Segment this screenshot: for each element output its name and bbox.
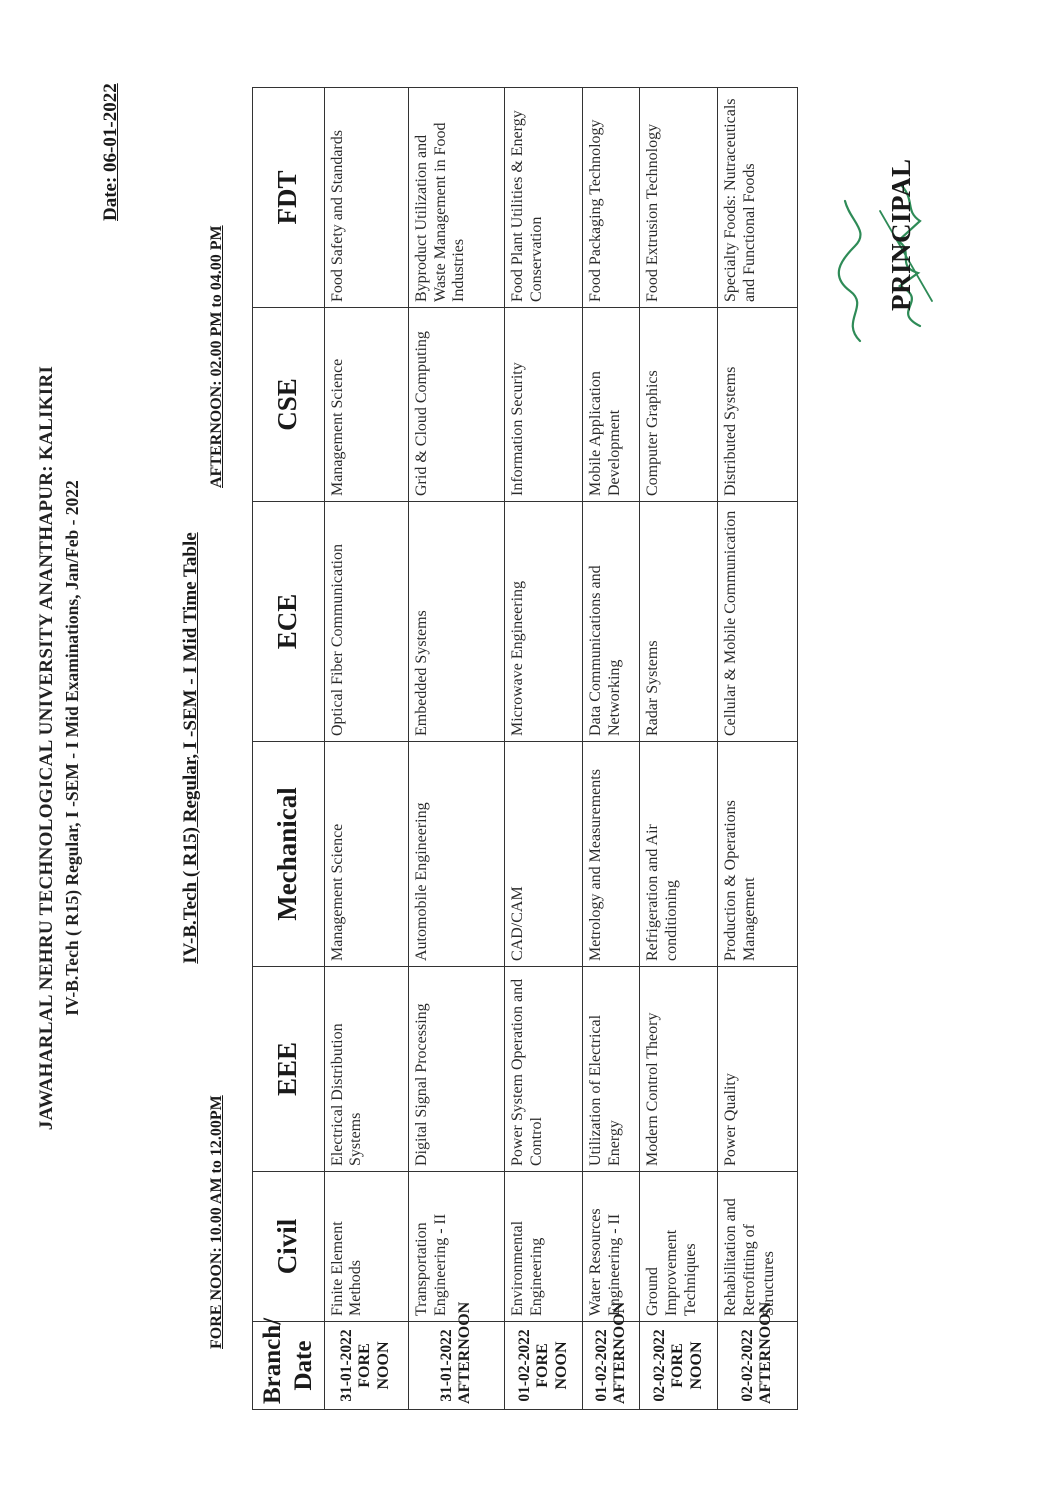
subject-cell: Rehabilitation and Retrofitting of Structures [718, 1172, 798, 1322]
subject-cell: Refrigeration and Air conditioning [640, 742, 718, 967]
row-date-cell [505, 1322, 583, 1410]
subject-cell: Digital Signal Processing [408, 967, 505, 1172]
subject-cell: Data Communications and Networking [583, 502, 640, 742]
table-row [324, 88, 408, 1410]
table-row [505, 88, 583, 1410]
exam-title: IV-B.Tech ( R15) Regular, I -SEM - I Mid Examinations, Jan/Feb - 2022 [62, 480, 82, 1016]
table-row [583, 88, 640, 1410]
principal-signature [820, 171, 940, 361]
row-date: 02-02-2022 [738, 1329, 756, 1402]
row-session: AFTERNOON [610, 1301, 628, 1404]
row-date: 31-01-2022 [338, 1329, 356, 1402]
row-session: FORE NOON [668, 1341, 705, 1390]
subject-cell: CAD/CAM [505, 742, 583, 967]
university-title: JAWAHARLAL NEHRU TECHNOLOGICAL UNIVERSITY ANANTHAPUR: KALIKIRI [36, 365, 57, 1131]
row-session: AFTERNOON [757, 1301, 775, 1404]
header-fdt: FDT [253, 88, 325, 308]
subject-cell: Specialty Foods: Nutraceuticals and Functional Foods [718, 88, 798, 308]
subject-cell: Metrology and Measurements [583, 742, 640, 967]
row-session: AFTERNOON [456, 1301, 474, 1404]
subject-cell: Cellular & Mobile Communication [718, 502, 798, 742]
subject-cell: Computer Graphics [640, 308, 718, 502]
subject-cell: Management Science [324, 742, 408, 967]
row-session: FORE NOON [356, 1341, 393, 1390]
subject-cell: Production & Operations Management [718, 742, 798, 967]
row-date-cell [718, 1301, 798, 1410]
subject-cell: Microwave Engineering [505, 502, 583, 742]
timetable-subtitle: IV-B.Tech ( R15) Regular, I -SEM - I Mid Time Table [180, 532, 201, 964]
subject-cell: Food Extrusion Technology [640, 88, 718, 308]
subject-cell: Automobile Engineering [408, 742, 505, 967]
subject-cell: Modern Control Theory [640, 967, 718, 1172]
forenoon-timing: FORE NOON: 10.00 AM to 12.00PM [208, 1095, 225, 1349]
row-date-cell [640, 1322, 718, 1410]
subject-cell: Finite Element Methods [324, 1172, 408, 1322]
subject-cell: Information Security [505, 308, 583, 502]
date-label: Date [290, 1340, 318, 1391]
subject-cell: Mobile Application Development [583, 308, 640, 502]
row-date: 01-02-2022 [515, 1329, 533, 1402]
subject-cell: Grid & Cloud Computing [408, 308, 505, 502]
row-date: 02-02-2022 [650, 1329, 668, 1402]
header-eee: EEE [253, 967, 325, 1172]
timetable [252, 87, 798, 1410]
branch-label: Branch/ [259, 1317, 286, 1404]
subject-cell: Radar Systems [640, 502, 718, 742]
subject-cell: Environmental Engineering [505, 1172, 583, 1322]
header-row [253, 88, 325, 1410]
subject-cell: Management Science [324, 308, 408, 502]
subject-cell: Food Packaging Technology [583, 88, 640, 308]
table-row [640, 88, 718, 1410]
subject-cell: Ground Improvement Techniques [640, 1172, 718, 1322]
row-date-cell [324, 1322, 408, 1410]
header-civil: Civil [253, 1172, 325, 1322]
row-session: FORE NOON [534, 1341, 571, 1390]
subject-cell: Power Quality [718, 967, 798, 1172]
subject-cell: Distributed Systems [718, 308, 798, 502]
subject-cell: Food Safety and Standards [324, 88, 408, 308]
row-date: 31-01-2022 [437, 1329, 455, 1402]
row-date: 01-02-2022 [592, 1329, 610, 1402]
row-date-cell [583, 1301, 640, 1410]
header-ece: ECE [253, 502, 325, 742]
subject-cell: Electrical Distribution Systems [324, 967, 408, 1172]
table-row [718, 88, 798, 1410]
subject-cell: Utilization of Electrical Energy [583, 967, 640, 1172]
afternoon-timing: AFTERNOON: 02.00 PM to 04.00 PM [208, 225, 225, 488]
subject-cell: Embedded Systems [408, 502, 505, 742]
header-mechanical: Mechanical [253, 742, 325, 967]
issue-date: Date: 06-01-2022 [100, 83, 121, 221]
row-date-cell [408, 1301, 505, 1410]
subject-cell: Water Resources Engineering - II [583, 1172, 640, 1322]
principal-title: PRINCIPAL [886, 158, 916, 311]
branch-date-header [253, 1317, 325, 1410]
header-cse: CSE [253, 308, 325, 502]
subject-cell: Food Plant Utilities & Energy Conservation [505, 88, 583, 308]
subject-cell: Power System Operation and Control [505, 967, 583, 1172]
subject-cell: Optical Fiber Communication [324, 502, 408, 742]
subject-cell: Byproduct Utilization and Waste Management in Food Industries [408, 88, 505, 308]
table-row [408, 88, 505, 1410]
subject-cell: Transportation Engineering - II [408, 1172, 505, 1322]
